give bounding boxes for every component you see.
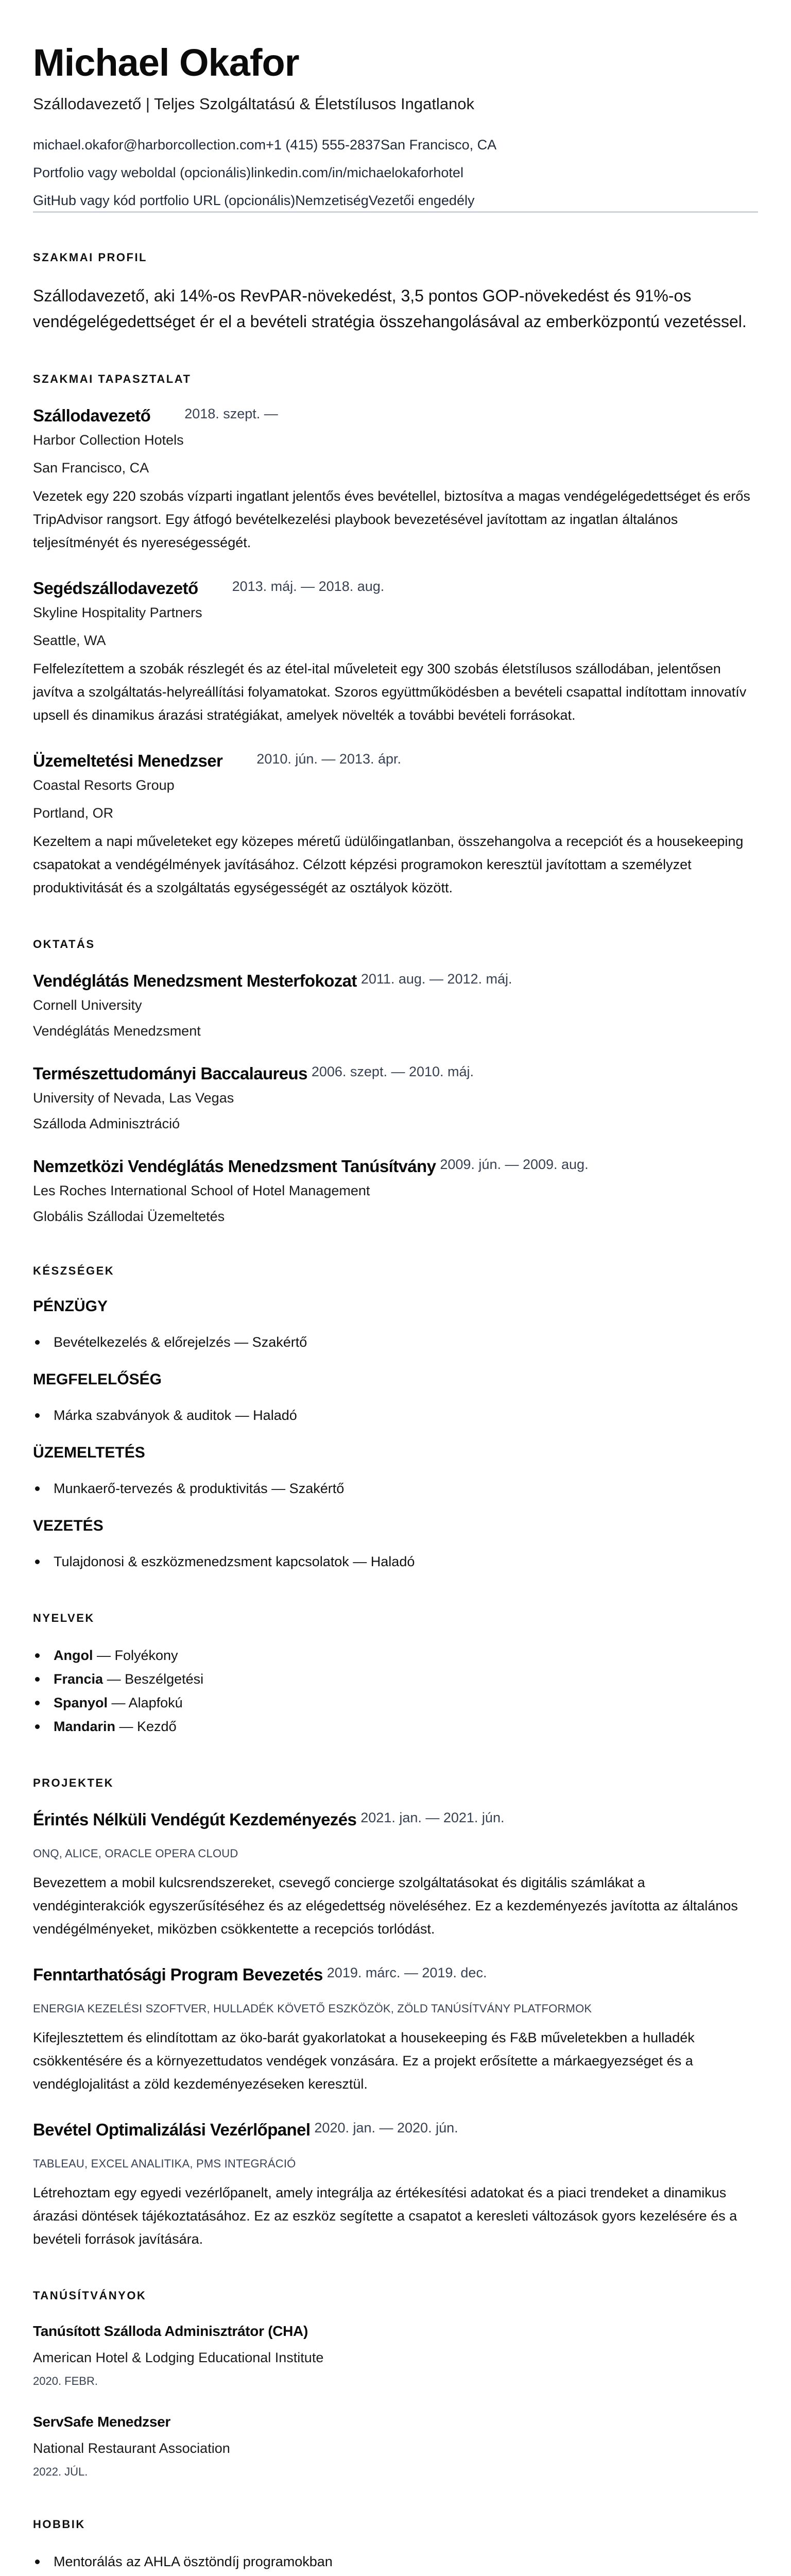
entry-header [33,970,758,992]
entry-header [33,577,758,600]
experience-entry [33,404,758,554]
experience-entry [33,577,758,727]
summary-section [33,250,758,334]
languages-section [33,1611,758,1738]
project-name: Bevétel Optimalizálási Vezérlőpanel [33,2120,311,2139]
school-name: Cornell University [33,997,142,1013]
project-technologies: ONQ, ALICE, ORACLE OPERA CLOUD [33,1847,238,1860]
field-of-study: Szálloda Adminisztráció [33,1116,180,1131]
certification-date: 2020. FEBR. [33,2375,98,2387]
location: San Francisco, CA [381,137,497,152]
skill-items [33,1550,758,1573]
certification-name: ServSafe Menedzser [33,2414,170,2430]
certification-issuer: American Hotel & Lodging Educational Institute [33,2350,324,2365]
drivers-license: Vezetői engedély [368,193,475,208]
education-dates: 2006. szept. — 2010. máj. [311,1064,474,1079]
language-item [33,1691,758,1715]
certifications-section [33,2288,758,2480]
job-description: Vezetek egy 220 szobás vízparti ingatlant jelentős éves bevétellel, biztosítva a magas vendégelégedettséget és erős TripAdvisor rangsort. Egy átfogó bevételkezelési playbook bevezetésével javítottam az ingatlan általános teljesítményét és nyereségességét. [33,488,750,550]
project-description: Kifejlesztettem és elindítottam az öko-barát gyakorlatokat a housekeeping és F&B műveletekben a hulladék csökkentésére és a környezettudatos vendégek vonzására. Ez a projekt erősítette a márkaegyezséget és a vendéglojalitást a zöld kezdeményezéseken keresztül. [33,2030,695,2092]
school-name: University of Nevada, Las Vegas [33,1090,234,1106]
school-name: Les Roches International School of Hotel Management [33,1183,370,1198]
projects-list [33,1808,758,2251]
project-technologies: TABLEAU, EXCEL ANALITIKA, PMS INTEGRÁCIÓ [33,2157,296,2170]
entry-header [33,2119,758,2141]
skill-item: Tulajdonosi & eszközmenedzsment kapcsolatok — Haladó [33,1550,758,1573]
project-description: Létrehoztam egy egyedi vezérlőpanelt, amely integrálja az értékesítési adatokat és a piaci trendeket a dinamikus árazási döntések tájékoztatásához. Ez az eszköz segítette a csapatot a keresleti változások gyors kezelésére és a bevételi források javítására. [33,2185,737,2247]
company-name: Coastal Resorts Group [33,777,175,793]
certification-entry [33,2321,758,2389]
education-dates: 2009. jún. — 2009. aug. [440,1157,589,1172]
language-item [33,1667,758,1691]
section-title: SZAKMAI PROFIL [33,251,147,264]
language-level: — Beszélgetési [107,1671,204,1687]
skill-items [33,1403,758,1427]
project-description: Bevezettem a mobil kulcsrendszereket, csevegő concierge szolgáltatásokat és digitális számlákat a vendéginterakciók egyszerűsítéséhez és az elégedettség növeléséhez. Ez a kezdeményezés javította az általános vendégélményeket, miközben csökkentette a recepciós torlódást. [33,1875,738,1937]
project-technologies: ENERGIA KEZELÉSI SZOFTVER, HULLADÉK KÖVETŐ ESZKÖZÖK, ZÖLD TANÚSÍTVÁNY PLATFORMOK [33,2002,592,2015]
certification-date: 2022. JÚL. [33,2465,88,2478]
skill-group [33,1296,758,1354]
experience-entry [33,750,758,900]
education-entry [33,970,758,1041]
language-level: — Folyékony [97,1648,178,1663]
skills-section [33,1263,758,1573]
hobby-item [33,2573,758,2576]
language-item [33,1643,758,1667]
education-section [33,937,758,1226]
section-title: PROJEKTEK [33,1776,114,1789]
section-title: KÉSZSÉGEK [33,1264,115,1277]
languages-list [33,1643,758,1738]
project-dates: 2019. márc. — 2019. dec. [326,1965,487,1980]
language-name: Mandarin [54,1719,116,1734]
job-location: San Francisco, CA [33,460,149,476]
education-entry [33,1062,758,1133]
skills-list [33,1296,758,1573]
entry-header [33,750,758,772]
entry-header [33,1062,758,1085]
project-dates: 2021. jan. — 2021. jún. [360,1810,505,1825]
contact-row-extra [33,187,758,214]
company-name: Harbor Collection Hotels [33,432,184,448]
hobbies-list [33,2550,758,2576]
degree-name: Nemzetközi Vendéglátás Menedzsment Tanúsítvány [33,1157,436,1176]
project-entry [33,1963,758,2096]
job-location: Portland, OR [33,805,114,821]
job-description: Felfelezítettem a szobák részlegét és az étel-ital műveleteit egy 300 szobás életstílusos szállodában, jelentősen javítva a szolgáltatás-helyreállítási folyamatokat. Szoros együttműködésben a bevételi csapattal indítottam innovatív upsell és dinamikus árazási stratégiákat, amelyek növelték a további bevételi forrásokat. [33,661,747,723]
candidate-name: Michael Okafor [33,41,299,84]
hobby-item: Mentorálás az AHLA ösztöndíj programokban [33,2550,758,2573]
contact-row-links [33,159,758,187]
language-name: Angol [54,1648,93,1663]
contact-row-primary [33,131,758,159]
email-link[interactable]: michael.okafor@harborcollection.com [33,137,266,152]
section-title: SZAKMAI TAPASZTALAT [33,372,192,385]
skill-item: Márka szabványok & auditok — Haladó [33,1403,758,1427]
entry-header [33,404,758,427]
language-level: — Kezdő [119,1719,177,1734]
certification-name: Tanúsított Szálloda Adminisztrátor (CHA) [33,2323,308,2339]
certification-issuer: National Restaurant Association [33,2441,230,2456]
education-list [33,970,758,1226]
linkedin-link[interactable]: linkedin.com/in/michaelokaforhotel [251,165,463,180]
github-link[interactable]: GitHub vagy kód portfolio URL (opcionális) [33,193,296,208]
degree-name: Vendéglátás Menedzsment Mesterfokozat [33,971,357,990]
skill-items [33,1477,758,1500]
projects-section [33,1775,758,2251]
education-entry [33,1155,758,1226]
skill-group [33,1369,758,1427]
skill-items [33,1330,758,1354]
language-name: Spanyol [54,1695,108,1710]
project-dates: 2020. jan. — 2020. jún. [314,2120,458,2136]
section-title: NYELVEK [33,1612,95,1624]
field-of-study: Vendéglátás Menedzsment [33,1023,201,1039]
language-name: Francia [54,1671,104,1687]
skill-group [33,1516,758,1573]
contact-info [33,131,758,214]
project-name: Érintés Nélküli Vendégút Kezdeményezés [33,1810,357,1829]
skill-category: VEZETÉS [33,1517,104,1534]
nationality: Nemzetiség [295,193,369,208]
skill-group [33,1443,758,1500]
skill-item: Bevételkezelés & előrejelzés — Szakértő [33,1330,758,1354]
project-entry [33,1808,758,1941]
candidate-headline: Szállodavezető | Teljes Szolgáltatású & Életstílusos Ingatlanok [33,95,475,113]
entry-header [33,1808,758,1831]
language-level: — Alapfokú [111,1695,183,1710]
entry-header [33,1963,758,1986]
certification-entry [33,2412,758,2480]
hobbies-section [33,2517,758,2576]
phone-number[interactable]: +1 (415) 555-2837 [266,137,381,152]
skill-category: ÜZEMELTETÉS [33,1444,145,1461]
job-location: Seattle, WA [33,633,106,648]
education-dates: 2011. aug. — 2012. máj. [360,971,512,987]
skill-category: MEGFELELŐSÉG [33,1371,162,1388]
section-title: TANÚSÍTVÁNYOK [33,2289,147,2302]
job-title: Szállodavezető [33,406,151,425]
resume-header [33,40,758,213]
job-dates: 2010. jún. — 2013. ápr. [256,751,402,767]
job-title: Üzemeltetési Menedzser [33,751,223,770]
entry-header [33,1155,758,1178]
section-title: HOBBIK [33,2518,85,2531]
job-dates: 2018. szept. — [184,406,278,421]
degree-name: Természettudományi Baccalaureus [33,1064,307,1083]
company-name: Skyline Hospitality Partners [33,605,202,620]
project-entry [33,2119,758,2251]
skill-category: PÉNZÜGY [33,1298,108,1315]
portfolio-link[interactable]: Portfolio vagy weboldal (opcionális) [33,165,251,180]
experience-section [33,371,758,900]
job-dates: 2013. máj. — 2018. aug. [232,579,385,594]
job-title: Segédszállodavezető [33,579,198,598]
job-description: Kezeltem a napi műveleteket egy közepes méretű üdülőingatlanban, összehangolva a recepciót és a housekeeping csapatokat a vendégélmények javításához. Célzott képzési programokon keresztül javítottam a személyzet produktivitását és a szolgáltatás egységességét az osztályok között. [33,834,744,895]
project-name: Fenntarthatósági Program Bevezetés [33,1965,323,1984]
field-of-study: Globális Szállodai Üzemeltetés [33,1209,225,1224]
skill-item: Munkaerő-tervezés & produktivitás — Szakértő [33,1477,758,1500]
language-item [33,1715,758,1738]
summary-text: Szállodavezető, aki 14%-os RevPAR-növekedést, 3,5 pontos GOP-növekedést és 91%-os vendégelégedettséget ér el a bevételi stratégia összehangolásával az emberközpontú vezetéssel. [33,286,747,331]
certifications-list [33,2321,758,2480]
section-title: OKTATÁS [33,938,95,951]
experience-list [33,404,758,900]
